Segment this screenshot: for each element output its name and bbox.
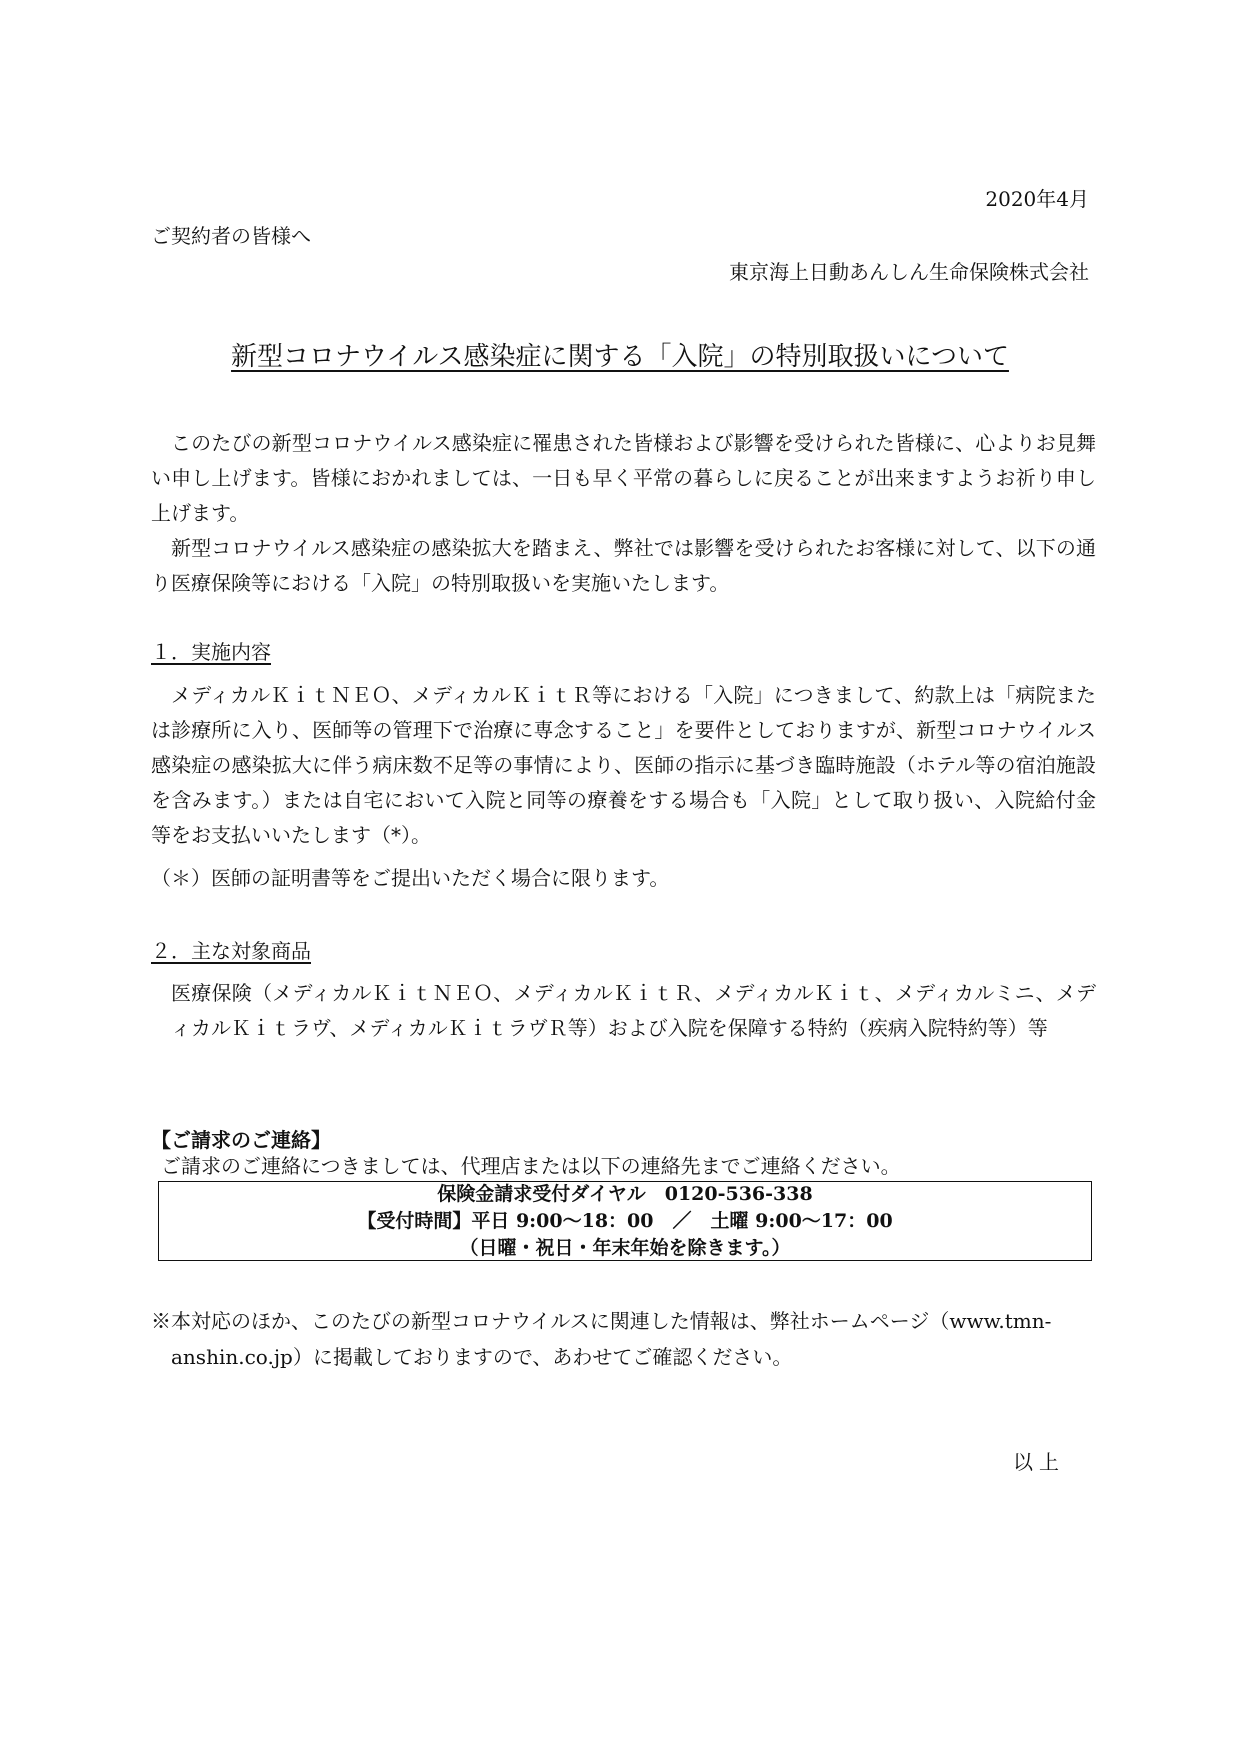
contact-box [158,1181,1092,1261]
section-2-heading: ２．主な対象商品 [151,939,311,963]
section-2-body: 医療保険（メディカルＫｉｔＮＥＯ、メディカルＫｉｔＲ、メディカルＫｉｔ、メディカルミニ、メディカルＫｉｔラヴ、メディカルＫｉｔラヴＲ等）および入院を保障する特約（疾病入院特約等）等 [171,981,1096,1040]
document-date: 2020年4月 [985,187,1089,211]
document-title: 新型コロナウイルス感染症に関する「入院」の特別取扱いについて [231,342,1009,372]
contact-text: ご請求のご連絡につきましては、代理店または以下の連絡先までご連絡ください。 [161,1154,901,1178]
intro-paragraph-2: 新型コロナウイルス感染症の感染拡大を踏まえ、弊社では影響を受けられたお客様に対して、以下の通り医療保険等における「入院」の特別取扱いを実施いたします。 [151,536,1096,595]
contact-heading: 【ご請求のご連絡】 [151,1128,331,1152]
section-1-note: （＊）医師の証明書等をご提出いただく場合に限ります。 [151,866,670,890]
footnote: ※本対応のほか、このたびの新型コロナウイルスに関連した情報は、弊社ホームページ（www.tmn-anshin.co.jp）に掲載しておりますので、あわせてご確認ください。 [151,1309,1052,1369]
closing-mark: 以上 [1013,1450,1065,1474]
closed-days-line: （日曜・祝日・年末年始を除きます。） [459,1236,791,1259]
section-1-heading: １．実施内容 [151,640,271,664]
claim-dial-line: 保険金請求受付ダイヤル 0120-536-338 [437,1182,813,1205]
company-name: 東京海上日動あんしん生命保険株式会社 [729,260,1089,284]
section-1-body: メディカルＫｉｔＮＥＯ、メディカルＫｉｔＲ等における「入院」につきまして、約款上は「病院または診療所に入り、医師等の管理下で治療に専念すること」を要件としておりますが、新型コロナウイルス感染症の感染拡大に伴う病床数不足等の事情により、医師の指示に基づき臨時施設（ホテル等の宿泊施設を含みます。）または自宅において入院と同等の療養をする場合も「入院」として取り扱い、入院給付金等をお支払いいたします（*）。 [151,683,1096,847]
addressee: ご契約者の皆様へ [151,224,311,248]
intro-paragraph-1: このたびの新型コロナウイルス感染症に罹患された皆様および影響を受けられた皆様に、心よりお見舞い申し上げます。皆様におかれましては、一日も早く平常の暮らしに戻ることが出来ますようお祈り申し上げます。 [151,431,1096,525]
reception-hours-line: 【受付時間】平日 9:00～18：00 ／ 土曜 9:00～17：00 [357,1209,893,1232]
